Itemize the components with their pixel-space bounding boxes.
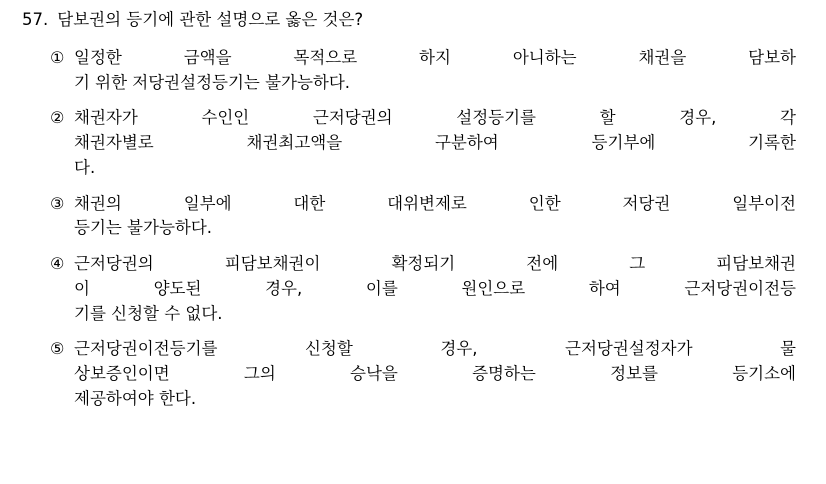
choice-1-line-2: 기 위한 저당권설정등기는 불가능하다. <box>74 72 351 92</box>
question-text: 담보권의 등기에 관한 설명으로 옳은 것은? <box>57 10 364 29</box>
choice-text-5 <box>74 337 796 411</box>
choice-2-line-2: 채권자별로 채권최고액을 구분하여 등기부에 기록한 <box>74 133 796 153</box>
choice-4-line-2: 이 양도된 경우, 이를 원인으로 하여 근저당권이전등 <box>74 278 796 298</box>
choice-5-line-3: 제공하여야 한다. <box>74 388 197 408</box>
choice-item-5[interactable] <box>50 337 796 411</box>
choice-text-1 <box>74 46 796 96</box>
question-stem <box>22 8 796 32</box>
choice-marker-4: ④ <box>50 254 65 274</box>
choice-item-4[interactable] <box>50 252 796 326</box>
choice-marker-3: ③ <box>50 193 65 213</box>
choice-marker-2: ② <box>50 108 65 128</box>
choice-4-line-3: 기를 신청할 수 없다. <box>74 303 223 323</box>
choice-3-line-2: 등기는 불가능하다. <box>74 218 213 238</box>
choice-item-3[interactable] <box>50 192 796 242</box>
choice-text-4 <box>74 252 796 326</box>
choice-5-line-1: 근저당권이전등기를 신청할 경우, 근저당권설정자가 물 <box>74 339 796 359</box>
choice-5-line-2: 상보증인이면 그의 승낙을 증명하는 정보를 등기소에 <box>74 364 796 384</box>
question-number: 57. <box>22 10 49 29</box>
choice-2-line-3: 다. <box>74 157 96 177</box>
choice-item-2[interactable] <box>50 106 796 180</box>
choice-marker-1: ① <box>50 47 65 67</box>
choice-1-line-1: 일정한 금액을 목적으로 하지 아니하는 채권을 담보하 <box>74 47 796 67</box>
choice-text-2 <box>74 106 796 180</box>
choice-item-1[interactable] <box>50 46 796 96</box>
choice-3-line-1: 채권의 일부에 대한 대위변제로 인한 저당권 일부이전 <box>74 193 796 213</box>
choice-marker-5: ⑤ <box>50 339 65 359</box>
choice-4-line-1: 근저당권의 피담보채권이 확정되기 전에 그 피담보채권 <box>74 254 796 274</box>
choice-2-line-1: 채권자가 수인인 근저당권의 설정등기를 할 경우, 각 <box>74 108 796 128</box>
choice-list <box>50 46 796 412</box>
choice-text-3 <box>74 192 796 242</box>
